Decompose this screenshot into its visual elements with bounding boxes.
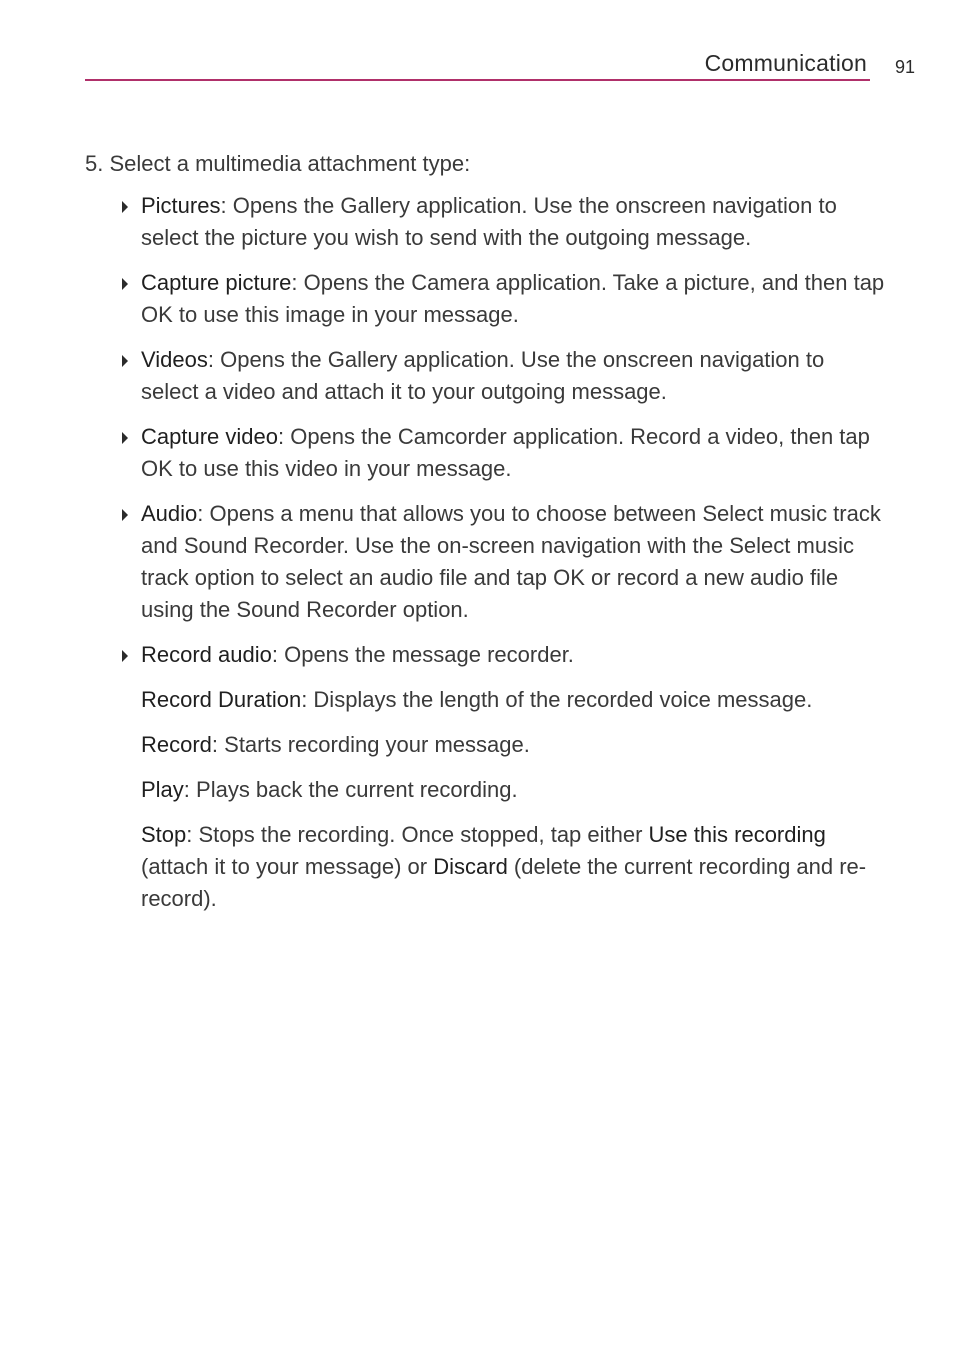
- bullet-arrow-icon: [122, 278, 128, 290]
- bullet-description: : Opens the Camera application. Take a picture, and then tap OK to use this image in your message.: [141, 270, 885, 327]
- bullet-description: : Opens the message recorder.: [271, 642, 574, 667]
- sub-item-description: : Stops the recording. Once stopped, tap either: [186, 822, 649, 847]
- sub-item-term: Play: [141, 777, 184, 802]
- bullet-record-audio: [85, 639, 885, 671]
- page-content: [85, 148, 885, 928]
- step-instruction: 5. Select a multimedia attachment type:: [85, 151, 471, 176]
- bullet-description: : Opens the Gallery application. Use the onscreen navigation to select a video and attach it to your outgoing message.: [141, 347, 825, 404]
- header-divider: [85, 79, 870, 81]
- bullet-term: Record audio: [141, 642, 272, 667]
- sub-item-description: : Starts recording your message.: [211, 732, 530, 757]
- bullet-description: : Opens the Camcorder application. Record a video, then tap OK to use this video in your message.: [141, 424, 870, 481]
- sub-item-description: (attach it to your message) or: [141, 854, 434, 879]
- bullet-description: : Opens the Gallery application. Use the onscreen navigation to select the picture you wish to send with the outgoing message.: [141, 193, 837, 250]
- sub-item-record: [85, 729, 885, 761]
- sub-item-stop: [85, 819, 885, 915]
- bullet-arrow-icon: [122, 509, 128, 521]
- sub-item-description: : Displays the length of the recorded voice message.: [301, 687, 813, 712]
- discard-term: Discard: [433, 854, 508, 879]
- bullet-pictures: [85, 190, 885, 254]
- bullet-term: Capture picture: [141, 270, 292, 295]
- sub-item-term: Record: [141, 732, 212, 757]
- bullet-description: : Opens a menu that allows you to choose between Select music track and Sound Recorder. Use the on-screen navigation with the Select music track option to select an audio file and tap OK or record a new audio file using the Sound Recorder option.: [141, 501, 881, 622]
- bullet-term: Audio: [141, 501, 198, 526]
- bullet-term: Capture video: [141, 424, 278, 449]
- bullet-term: Pictures: [141, 193, 221, 218]
- sub-item-term: Stop: [141, 822, 187, 847]
- bullet-arrow-icon: [122, 201, 128, 213]
- bullet-audio: [85, 498, 885, 626]
- bullet-videos: [85, 344, 885, 408]
- bullet-arrow-icon: [122, 432, 128, 444]
- bullet-term: Videos: [141, 347, 208, 372]
- bullet-capture-video: [85, 421, 885, 485]
- bullet-arrow-icon: [122, 355, 128, 367]
- sub-item-description: (delete the current recording and re-record).: [141, 854, 867, 911]
- sub-item-play: [85, 774, 885, 806]
- section-title: Communication: [704, 50, 867, 76]
- sub-item-record-duration: [85, 684, 885, 716]
- bullet-arrow-icon: [122, 650, 128, 662]
- page-number: 91: [894, 57, 915, 77]
- sub-item-term: Record Duration: [141, 687, 302, 712]
- sub-item-description: : Plays back the current recording.: [183, 777, 518, 802]
- bullet-capture-picture: [85, 267, 885, 331]
- page-header: [85, 48, 915, 88]
- use-this-recording-term: Use this recording: [648, 822, 826, 847]
